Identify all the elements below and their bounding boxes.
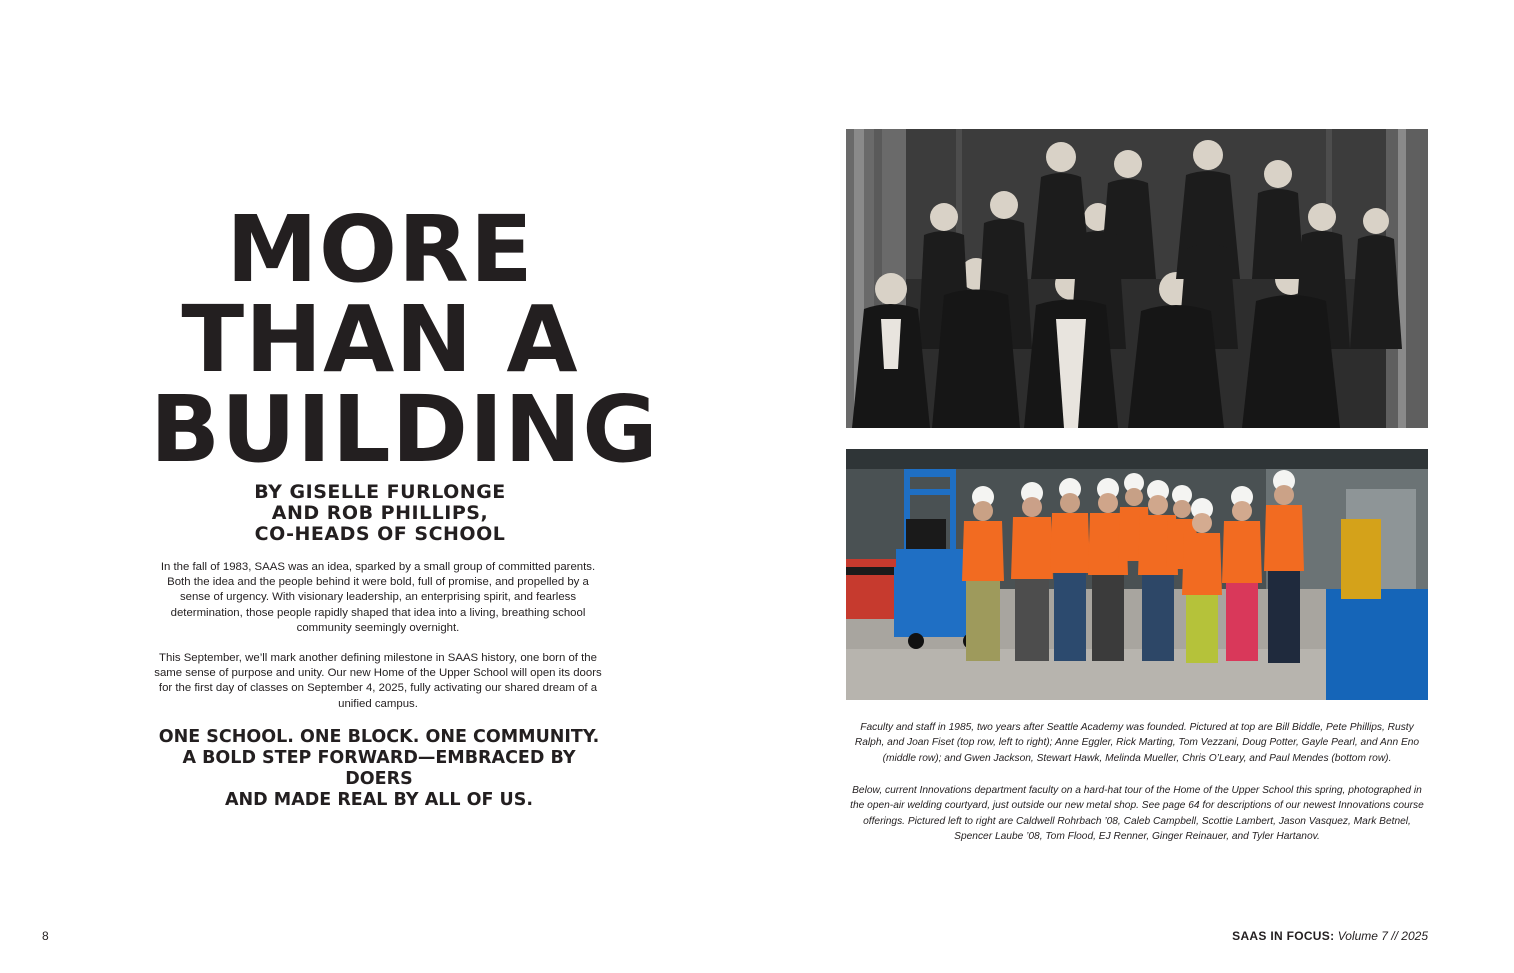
faculty-1985-photo	[846, 129, 1428, 428]
issue-label: Volume 7 // 2025	[1337, 929, 1428, 943]
article-title	[150, 196, 659, 483]
pullquote-line: A BOLD STEP FORWARD—EMBRACED BY DOERS	[182, 748, 576, 789]
publication-name: SAAS IN FOCUS:	[1232, 929, 1335, 943]
innovations-faculty-photo	[846, 449, 1428, 700]
byline-line: BY GISELLE FURLONGE	[254, 481, 506, 503]
title-line: THAN A	[181, 286, 579, 393]
pullquote-line: AND MADE REAL BY ALL OF US.	[224, 790, 534, 810]
photo-caption-1985: Faculty and staff in 1985, two years after Seattle Academy was founded. Pictured at top are Bill Biddle, Pete Phillips, Rusty Ralph, and Joan Fiset (top row, left to right); Anne Eggler, Rick Marting, Tom Vezzani, Doug Potter, Gayle Pearl, and Ann Eno (middle row); and Gwen Jackson, Stewart Hawk, Melinda Mueller, Chris O’Leary, and Paul Mendes (bottom row).	[854, 722, 1420, 764]
photo-caption-innovations: Below, current Innovations department faculty on a hard-hat tour of the Home of the Upper School this spring, photographed in the open-air welding courtyard, just outside our new metal shop. See page 64 for descriptions of our newest Innovations course offerings. Pictured left to right are Caldwell Rohrbach ’08, Caleb Campbell, Scottie Lambert, Jason Vasquez, Mark Betnel, Spencer Laube ’08, Tom Flood, EJ Renner, Ginger Reinauer, and Tyler Hartanov.	[850, 785, 1424, 842]
pull-quote	[153, 727, 605, 811]
pullquote-line: ONE SCHOOL. ONE BLOCK. ONE COMMUNITY.	[158, 727, 600, 747]
body-paragraph: In the fall of 1983, SAAS was an idea, sparked by a small group of committed parents. Both the idea and the people behind it were bold, full of promise, and propelled by a sense of urgency. With visionary leadership, an enterprising spirit, and fearless determination, those people rapidly shaped that idea into a living, breathing school community seemingly overnight.	[160, 561, 596, 634]
page-number: 8	[42, 929, 49, 943]
byline-line: AND ROB PHILLIPS,	[271, 502, 489, 524]
article-body	[153, 560, 603, 727]
group-photo-color-icon	[846, 449, 1428, 700]
byline	[150, 482, 610, 545]
title-line: BUILDING	[150, 376, 659, 483]
publication-footer	[1232, 929, 1428, 943]
body-paragraph: This September, we’ll mark another defining milestone in SAAS history, one born of the same sense of purpose and unity. Our new Home of the Upper School will open its doors for the first day of classes on September 4, 2025, fully activating our shared dream of a unified campus.	[154, 652, 602, 710]
byline-line: CO-HEADS OF SCHOOL	[254, 523, 506, 545]
title-line: MORE	[226, 196, 534, 303]
group-photo-bw-icon	[846, 129, 1428, 428]
